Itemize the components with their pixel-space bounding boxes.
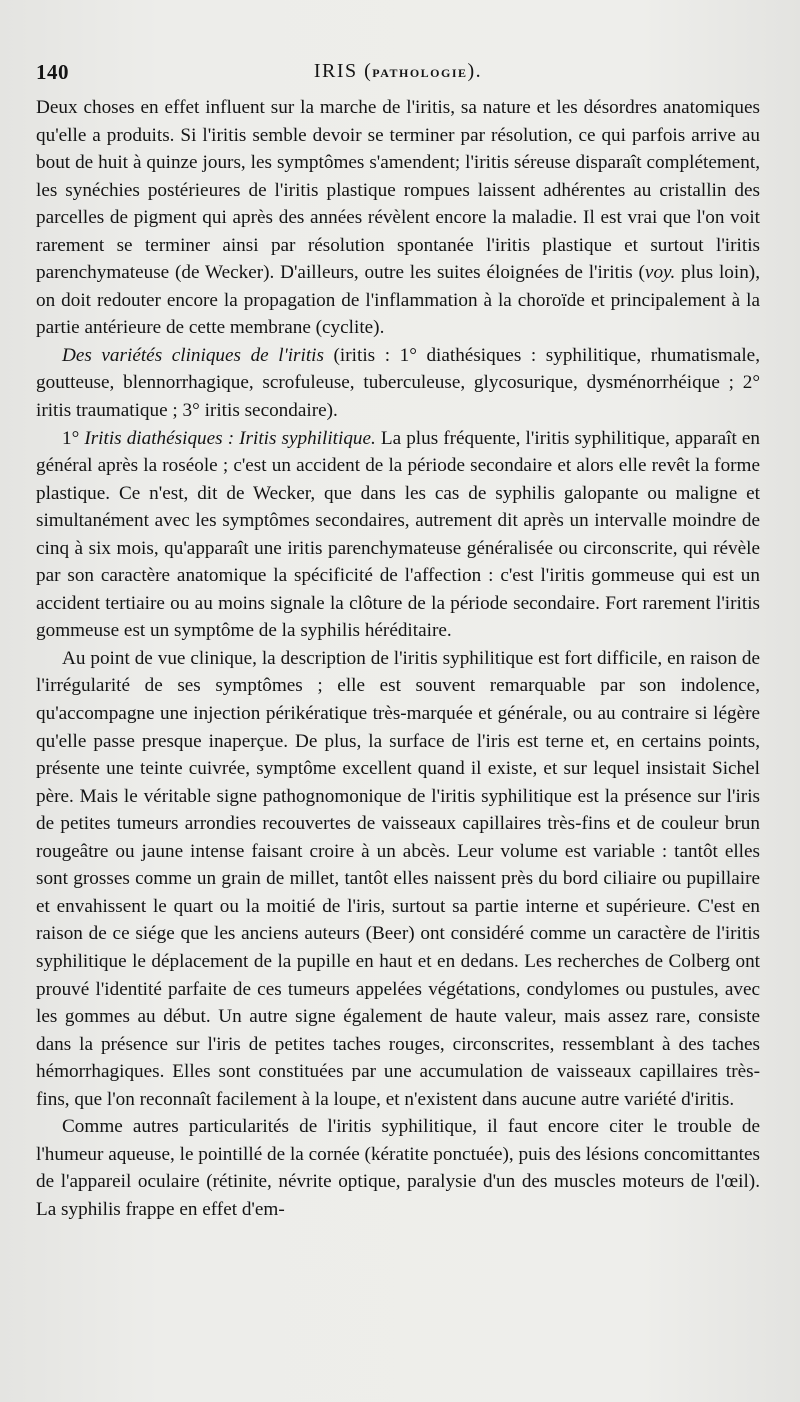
varietes-text: (iritis : 1° diathésiques : syphilitique, rhumatismale, goutteuse, blennorrhagique, scrofuleuse, tuberculeuse, glycosurique, dysménorrhéique ; 2° iritis traumatique ; 3° iritis secondaire). xyxy=(36,344,760,422)
paragraph-autres-particularites: Comme autres particularités de l'iritis syphilitique, il faut encore citer le trouble de l'humeur aqueuse, le pointillé de la cornée (kératite ponctuée), puis des lésions concomittantes de l'appareil oculaire (rétinite, névrite optique, paralysie d'un des muscles moteurs de l'œil). La syphilis frappe en effet d'em- xyxy=(36,1116,760,1220)
paragraph-point-de-vue-clinique: Au point de vue clinique, la description de l'iritis syphilitique est fort difficile, en raison de l'irrégularité de ses symptômes ; elle est souvent remarquable par son indolence, qu'accompagne une injection périkératique très-marquée et générale, ou au contraire si légère qu'elle passe presque inaperçue. De plus, la surface de l'iris est terne et, en certains points, présente une teinte cuivrée, symptôme excellent quand il existe, et sur lequel insistait Sichel père. Mais le véritable signe pathognomonique de l'iritis syphilitique est la présence sur l'iris de petites tumeurs arrondies recouvertes de vaisseaux capillaires très-fins et de couleur brun rougeâtre ou jaune intense faisant croire à un abcès. Leur volume est variable : tantôt elles sont grosses comme un grain de millet, tantôt elles naissent près du bord ciliaire ou pupillaire et envahissent le quart ou la moitié de l'iris, surtout sa partie interne et supérieure. C'est en raison de ce siége que les anciens auteurs (Beer) ont considéré comme un caractère de l'iritis syphilitique le déplacement de la pupille en haut et en dedans. Les recherches de Colberg ont prouvé l'identité parfaite de ces tumeurs appelées végétations, condylomes ou pustules, avec les gommes au début. Un autre signe également de haute valeur, mais assez rare, consiste dans la présence sur l'iris de petites taches rouges, circonscrites, ressemblant à des taches hémorrhagiques. Elles sont constituées par une accumulation de vaisseaux capillaires très-fins, que l'on reconnaît facilement à la loupe, et n'existent dans aucune autre variété d'iritis. xyxy=(36,647,760,1110)
page-number: 140 xyxy=(36,60,69,84)
paragraph-marche-iritis xyxy=(36,94,760,342)
running-title-subject: PATHOLOGIE xyxy=(372,66,468,80)
iritis-syphilitique-text: La plus fréquente, l'iritis syphilitique, apparaît en général après la roséole ; c'est un accident de la période secondaire et alors elle revêt la forme plastique. Ce n'est, dit de Wecker, que dans les cas de syphilis galopante ou maligne et simultanément avec les symptômes secondaires, autrement dit après un intervalle moindre de cinq à six mois, qu'apparaît une iritis parenchymateuse généralisée ou circonscrite, qui révèle par son caractère anatomique la spécificité de l'affection : c'est l'iritis gommeuse qui est un accident tertiaire ou au moins signale la clôture de la période secondaire. Fort rarement l'iritis gommeuse est un symptôme de la syphilis héréditaire. xyxy=(36,427,760,642)
paragraph-marche-iritis-text: Deux choses en effet influent sur la marche de l'iritis, sa nature et les désordres anatomiques qu'elle a produits. Si l'iritis semble devoir se terminer par résolution, ce qui parfois arrive au bout de huit à quinze jours, les symptômes s'amendent; l'iritis séreuse disparaît complétement, les synéchies postérieures de l'iritis plastique rompues laissent adhérentes au cristallin des parcelles de pigment qui après des années révèlent encore la maladie. Il est vrai que l'on voit rarement se terminer ainsi par résolution spontanée l'iritis plastique et surtout l'iritis parenchymateuse (de Wecker). D'ailleurs, outre les suites éloignées de l'iritis ( xyxy=(36,97,760,284)
body-text xyxy=(36,94,760,1223)
running-title-close: ). xyxy=(467,60,483,82)
voy-reference: voy. xyxy=(644,262,676,284)
section-number: 1° xyxy=(62,427,85,449)
iritis-syphilitique-heading: Iritis diathésiques : Iritis syphilitique. xyxy=(84,427,376,449)
running-title xyxy=(36,60,760,83)
running-title-main: IRIS xyxy=(313,60,358,82)
paragraph-varietes-cliniques xyxy=(36,342,760,425)
varietes-heading: Des variétés cliniques de l'iritis xyxy=(62,344,324,366)
running-head xyxy=(36,58,760,88)
paragraph-iritis-syphilitique xyxy=(36,425,760,645)
paragraph-marche-iritis-end: plus loin), on doit redouter encore la propagation de l'inflammation à la choroïde et principalement à la partie antérieure de cette membrane (cyclite). xyxy=(36,262,760,339)
running-title-open: ( xyxy=(364,60,373,82)
